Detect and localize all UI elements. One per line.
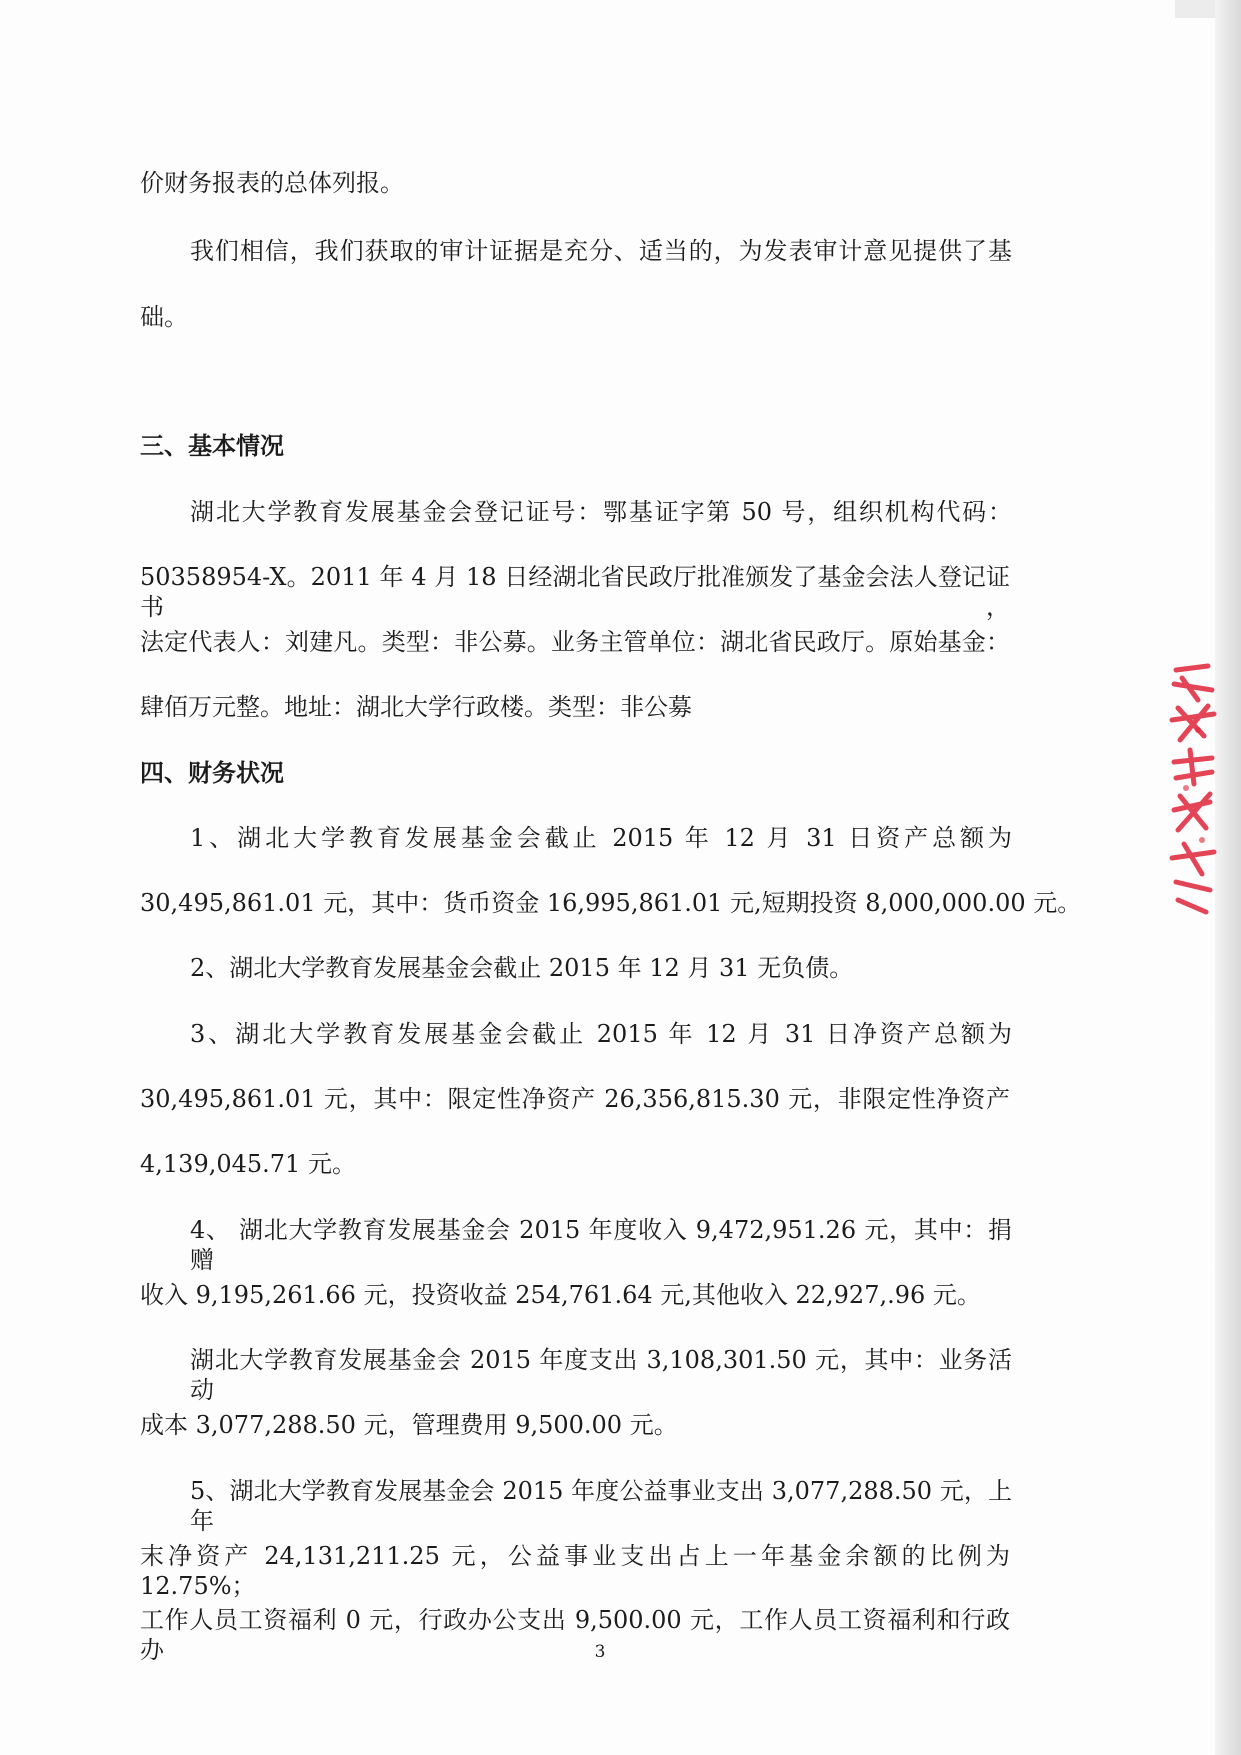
paragraph-line: 5、湖北大学教育发展基金会 2015 年度公益事业支出 3,077,288.50 元，上年 <box>190 1477 1012 1535</box>
page-number: 3 <box>594 1642 606 1662</box>
paragraph-line: 末净资产 24,131,211.25 元，公益事业支出占上一年基金余额的比例为 12.75%； <box>140 1542 1010 1600</box>
scan-edge <box>1215 0 1241 1755</box>
paragraph-line: 30,495,861.01 元，其中：限定性净资产 26,356,815.30 元，非限定性净资产 <box>140 1085 1010 1113</box>
paragraph-line: 础。 <box>140 303 188 331</box>
paragraph-line: 法定代表人：刘建凡。类型：非公募。业务主管单位：湖北省民政厅。原始基金： <box>140 628 1010 656</box>
section-heading: 三、基本情况 <box>140 431 284 460</box>
paragraph-line: 工作人员工资福利 0 元，行政办公支出 9,500.00 元，工作人员工资福利和行政办 <box>140 1606 1010 1664</box>
paragraph-line: 我们相信，我们获取的审计证据是充分、适当的，为发表审计意见提供了基 <box>190 237 1012 265</box>
paragraph-line: 4,139,045.71 元。 <box>140 1150 356 1178</box>
paragraph-line: 成本 3,077,288.50 元，管理费用 9,500.00 元。 <box>140 1411 678 1439</box>
paragraph-line: 收入 9,195,261.66 元，投资收益 254,761.64 元,其他收入 22,927,.96 元。 <box>140 1281 981 1309</box>
paragraph-line: 肆佰万元整。地址：湖北大学行政楼。类型：非公募 <box>140 693 692 721</box>
paragraph-line: 50358954-X。2011 年 4 月 18 日经湖北省民政厅批准颁发了基金会法人登记证书， <box>140 563 1010 621</box>
seal-stamp-icon <box>1168 660 1218 920</box>
paragraph-line: 2、湖北大学教育发展基金会截止 2015 年 12 月 31 无负债。 <box>190 954 854 982</box>
paragraph-line: 湖北大学教育发展基金会 2015 年度支出 3,108,301.50 元，其中：业务活动 <box>190 1346 1012 1404</box>
paragraph-line: 3、湖北大学教育发展基金会截止 2015 年 12 月 31 日净资产总额为 <box>190 1020 1012 1048</box>
paragraph-line: 湖北大学教育发展基金会登记证号：鄂基证字第 50 号，组织机构代码： <box>190 498 1012 526</box>
paragraph-line: 4、 湖北大学教育发展基金会 2015 年度收入 9,472,951.26 元，其中：捐赠 <box>190 1216 1012 1274</box>
paragraph-line: 30,495,861.01 元，其中：货币资金 16,995,861.01 元,短期投资 8,000,000.00 元。 <box>140 889 1082 917</box>
paragraph-line: 1、湖北大学教育发展基金会截止 2015 年 12 月 31 日资产总额为 <box>190 824 1012 852</box>
paragraph-line: 价财务报表的总体列报。 <box>140 169 404 197</box>
scan-edge-top <box>1175 0 1215 18</box>
section-heading: 四、财务状况 <box>140 758 284 787</box>
